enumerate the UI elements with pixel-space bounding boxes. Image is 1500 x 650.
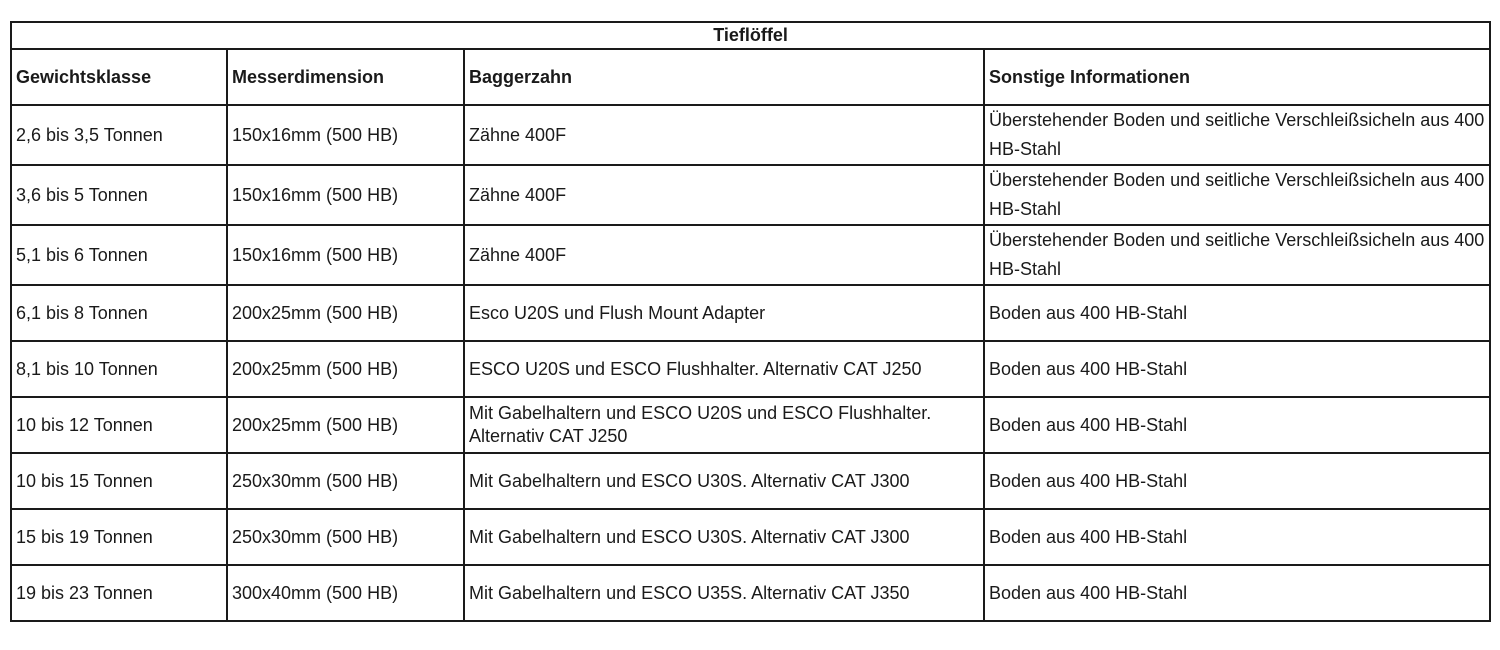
table-container	[10, 21, 1489, 622]
column-header-weight-class: Gewichtsklasse	[11, 49, 227, 105]
cell-other-info: Boden aus 400 HB-Stahl	[984, 397, 1490, 453]
cell-weight-class: 2,6 bis 3,5 Tonnen	[11, 105, 227, 165]
table-title-row	[11, 22, 1490, 49]
cell-weight-class: 8,1 bis 10 Tonnen	[11, 341, 227, 397]
cell-bucket-tooth: Zähne 400F	[464, 105, 984, 165]
table-row	[11, 225, 1490, 285]
cell-other-info: Boden aus 400 HB-Stahl	[984, 453, 1490, 509]
cell-other-info: Boden aus 400 HB-Stahl	[984, 341, 1490, 397]
table-row	[11, 341, 1490, 397]
table-row	[11, 565, 1490, 621]
cell-bucket-tooth: Mit Gabelhaltern und ESCO U30S. Alternativ CAT J300	[464, 453, 984, 509]
cell-bucket-tooth: Mit Gabelhaltern und ESCO U20S und ESCO Flushhalter. Alternativ CAT J250	[464, 397, 984, 453]
cell-bucket-tooth: Zähne 400F	[464, 165, 984, 225]
cell-weight-class: 6,1 bis 8 Tonnen	[11, 285, 227, 341]
cell-bucket-tooth: Mit Gabelhaltern und ESCO U30S. Alternativ CAT J300	[464, 509, 984, 565]
cell-weight-class: 3,6 bis 5 Tonnen	[11, 165, 227, 225]
cell-weight-class: 19 bis 23 Tonnen	[11, 565, 227, 621]
cell-blade-dimension: 250x30mm (500 HB)	[227, 453, 464, 509]
cell-blade-dimension: 250x30mm (500 HB)	[227, 509, 464, 565]
cell-weight-class: 5,1 bis 6 Tonnen	[11, 225, 227, 285]
column-header-blade-dimension: Messerdimension	[227, 49, 464, 105]
cell-bucket-tooth: Zähne 400F	[464, 225, 984, 285]
table-row	[11, 165, 1490, 225]
cell-other-info: Überstehender Boden und seitliche Verschleißsicheln aus 400 HB-Stahl	[984, 105, 1490, 165]
table-title: Tieflöffel	[11, 22, 1490, 49]
table-row	[11, 285, 1490, 341]
cell-other-info: Überstehender Boden und seitliche Verschleißsicheln aus 400 HB-Stahl	[984, 165, 1490, 225]
cell-blade-dimension: 200x25mm (500 HB)	[227, 341, 464, 397]
cell-weight-class: 10 bis 15 Tonnen	[11, 453, 227, 509]
cell-blade-dimension: 150x16mm (500 HB)	[227, 105, 464, 165]
cell-other-info: Boden aus 400 HB-Stahl	[984, 509, 1490, 565]
cell-blade-dimension: 300x40mm (500 HB)	[227, 565, 464, 621]
cell-bucket-tooth: Esco U20S und Flush Mount Adapter	[464, 285, 984, 341]
column-header-bucket-tooth: Baggerzahn	[464, 49, 984, 105]
cell-weight-class: 15 bis 19 Tonnen	[11, 509, 227, 565]
cell-other-info: Boden aus 400 HB-Stahl	[984, 285, 1490, 341]
table-row	[11, 453, 1490, 509]
cell-other-info: Boden aus 400 HB-Stahl	[984, 565, 1490, 621]
cell-bucket-tooth: ESCO U20S und ESCO Flushhalter. Alternativ CAT J250	[464, 341, 984, 397]
cell-blade-dimension: 200x25mm (500 HB)	[227, 397, 464, 453]
cell-blade-dimension: 150x16mm (500 HB)	[227, 165, 464, 225]
table-row	[11, 509, 1490, 565]
cell-weight-class: 10 bis 12 Tonnen	[11, 397, 227, 453]
column-header-other-info: Sonstige Informationen	[984, 49, 1490, 105]
cell-bucket-tooth: Mit Gabelhaltern und ESCO U35S. Alternativ CAT J350	[464, 565, 984, 621]
table-row	[11, 397, 1490, 453]
table-header-row	[11, 49, 1490, 105]
excavator-bucket-table	[10, 21, 1491, 622]
table-row	[11, 105, 1490, 165]
cell-blade-dimension: 200x25mm (500 HB)	[227, 285, 464, 341]
cell-other-info: Überstehender Boden und seitliche Verschleißsicheln aus 400 HB-Stahl	[984, 225, 1490, 285]
cell-blade-dimension: 150x16mm (500 HB)	[227, 225, 464, 285]
